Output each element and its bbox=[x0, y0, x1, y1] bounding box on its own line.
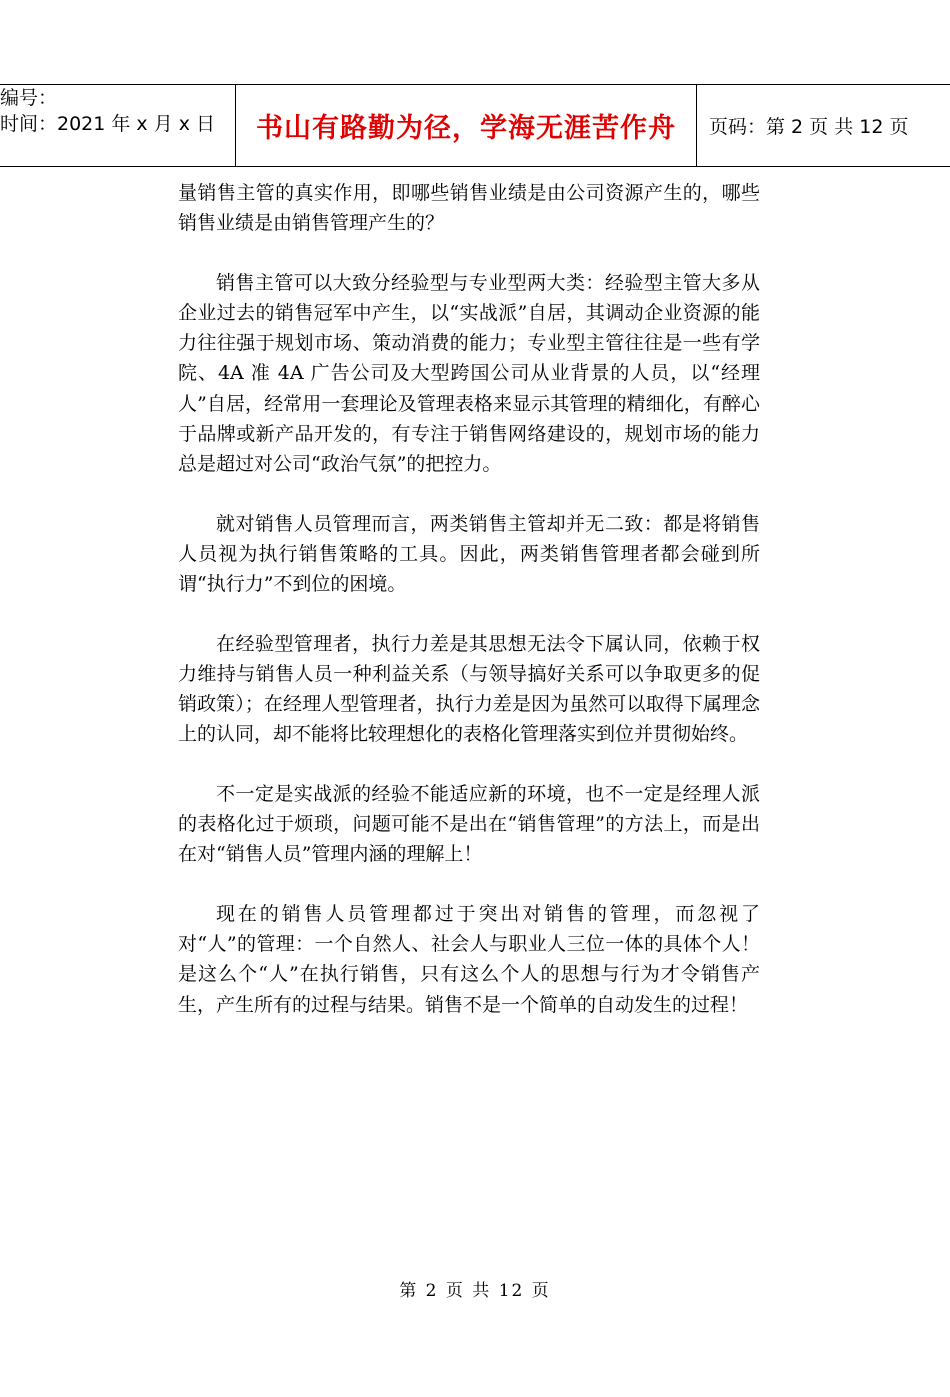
header-page-cell bbox=[697, 85, 950, 166]
body-paragraph: 量销售主管的真实作用，即哪些销售业绩是由公司资源产生的，哪些销售业绩是由销售管理产生的？ bbox=[178, 182, 760, 235]
body-paragraph: 不一定是实战派的经验不能适应新的环境，也不一定是经理人派的表格化过于烦琐，问题可能不是出在“销售管理”的方法上，而是出在对“销售人员”管理内涵的理解上！ bbox=[178, 782, 760, 866]
document-time-label: 时间：2021 年 x 月 x 日 bbox=[0, 113, 216, 135]
header-motto-cell bbox=[236, 85, 697, 166]
document-number-label: 编号： bbox=[0, 87, 58, 109]
header-motto: 书山有路勤为径，学海无涯苦作舟 bbox=[256, 113, 676, 144]
document-body bbox=[178, 178, 760, 1049]
header-meta-cell bbox=[0, 85, 236, 166]
page-footer: 第 2 页 共 12 页 bbox=[399, 1281, 551, 1301]
body-paragraph: 现在的销售人员管理都过于突出对销售的管理，而忽视了对“人”的管理：一个自然人、社会人与职业人三位一体的具体个人！是这么个“人”在执行销售，只有这么个人的思想与行为才令销售产生，产生所有的过程与结果。销售不是一个简单的自动发生的过程！ bbox=[178, 902, 760, 1016]
header-page-info: 页码：第 2 页 共 12 页 bbox=[709, 116, 909, 138]
document-header bbox=[0, 84, 950, 167]
body-paragraph: 销售主管可以大致分经验型与专业型两大类：经验型主管大多从企业过去的销售冠军中产生，以“实战派”自居，其调动企业资源的能力往往强于规划市场、策动消费的能力；专业型主管往往是一些有学院、4A 准 4A 广告公司及大型跨国公司从业背景的人员，以“经理人”自居，经常用一套理论及管理表格来显示其管理的精细化，有醉心于品牌或新产品开发的，有专注于销售网络建设的，规划市场的能力总是超过对公司“政治气氛”的把控力。 bbox=[178, 271, 760, 476]
body-paragraph: 在经验型管理者，执行力差是其思想无法令下属认同，依赖于权力维持与销售人员一种利益关系（与领导搞好关系可以争取更多的促销政策）；在经理人型管理者，执行力差是因为虽然可以取得下属理念上的认同，却不能将比较理想化的表格化管理落实到位并贯彻始终。 bbox=[178, 632, 760, 746]
body-paragraph: 就对销售人员管理而言，两类销售主管却并无二致：都是将销售人员视为执行销售策略的工具。因此，两类销售管理者都会碰到所谓“执行力”不到位的困境。 bbox=[178, 512, 760, 596]
